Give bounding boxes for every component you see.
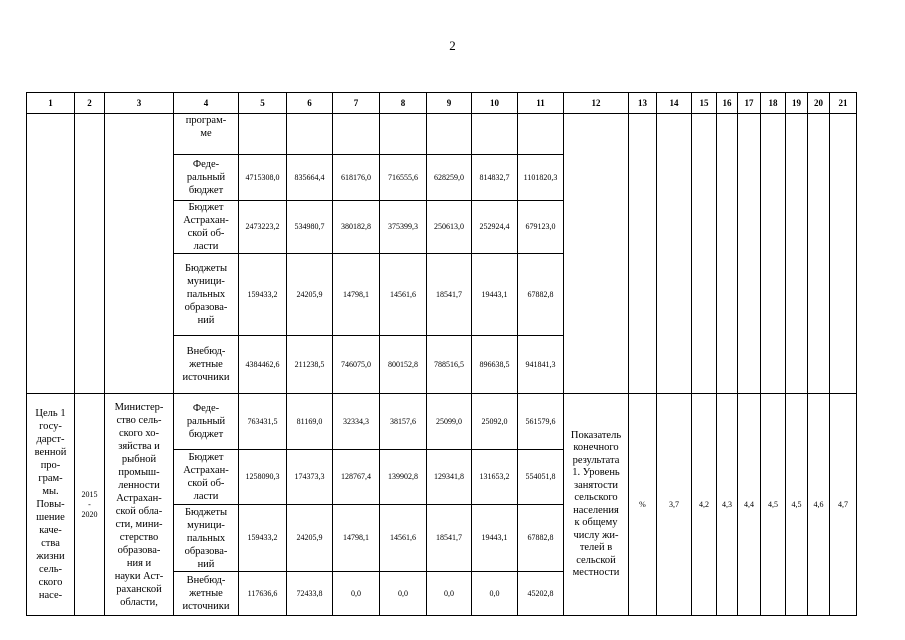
value-cell: 38157,6 bbox=[380, 394, 427, 450]
table-row bbox=[27, 114, 857, 155]
header-cell: 4 bbox=[174, 93, 239, 114]
value-cell: 746075,0 bbox=[333, 336, 380, 394]
value-cell bbox=[333, 114, 380, 155]
header-cell: 9 bbox=[427, 93, 472, 114]
header-cell: 13 bbox=[629, 93, 657, 114]
value-cell: 1258090,3 bbox=[239, 450, 287, 505]
header-cell: 19 bbox=[786, 93, 808, 114]
value-cell: 679123,0 bbox=[518, 201, 564, 254]
value-cell: 18541,7 bbox=[427, 505, 472, 572]
indicator-value-cell bbox=[761, 114, 786, 394]
value-cell bbox=[472, 114, 518, 155]
header-cell: 16 bbox=[717, 93, 738, 114]
header-cell: 14 bbox=[657, 93, 692, 114]
value-cell: 250613,0 bbox=[427, 201, 472, 254]
executor-cell: Министер- ство сель- ского хо- зяйства и рыбной промыш- ленности Астрахан- ской обла- сти, мини- стерство образова- ния и науки Аст- раханской области, bbox=[105, 394, 174, 616]
indicator-value-cell bbox=[692, 114, 717, 394]
value-cell: 24205,9 bbox=[287, 505, 333, 572]
funding-source-cell: Внебюд- жетные источники bbox=[174, 572, 239, 616]
value-cell: 4715308,0 bbox=[239, 155, 287, 201]
value-cell: 67882,8 bbox=[518, 505, 564, 572]
value-cell: 0,0 bbox=[333, 572, 380, 616]
funding-source-cell: Феде- ральный бюджет bbox=[174, 394, 239, 450]
value-cell: 835664,4 bbox=[287, 155, 333, 201]
header-cell: 5 bbox=[239, 93, 287, 114]
indicator-value-cell: 4,5 bbox=[786, 394, 808, 616]
value-cell: 1101820,3 bbox=[518, 155, 564, 201]
page-number: 2 bbox=[449, 38, 456, 53]
period-cell: 2015 - 2020 bbox=[75, 394, 105, 616]
header-cell: 21 bbox=[830, 93, 857, 114]
header-cell: 11 bbox=[518, 93, 564, 114]
value-cell: 788516,5 bbox=[427, 336, 472, 394]
value-cell: 19443,1 bbox=[472, 505, 518, 572]
value-cell bbox=[287, 114, 333, 155]
source-continuation-cell: програм- ме bbox=[174, 114, 239, 155]
indicator-value-cell: 4,6 bbox=[808, 394, 830, 616]
value-cell: 763431,5 bbox=[239, 394, 287, 450]
funding-source-cell: Феде- ральный бюджет bbox=[174, 155, 239, 201]
indicator-value-cell bbox=[738, 114, 761, 394]
value-cell: 25092,0 bbox=[472, 394, 518, 450]
indicator-value-cell bbox=[786, 114, 808, 394]
header-cell: 3 bbox=[105, 93, 174, 114]
funding-source-cell: Внебюд- жетные источники bbox=[174, 336, 239, 394]
value-cell: 131653,2 bbox=[472, 450, 518, 505]
value-cell: 159433,2 bbox=[239, 254, 287, 336]
value-cell: 380182,8 bbox=[333, 201, 380, 254]
value-cell: 554051,8 bbox=[518, 450, 564, 505]
header-cell: 10 bbox=[472, 93, 518, 114]
value-cell: 618176,0 bbox=[333, 155, 380, 201]
indicator-cell bbox=[564, 114, 629, 394]
value-cell: 716555,6 bbox=[380, 155, 427, 201]
header-cell: 6 bbox=[287, 93, 333, 114]
value-cell: 628259,0 bbox=[427, 155, 472, 201]
header-cell: 1 bbox=[27, 93, 75, 114]
unit-cell: % bbox=[629, 394, 657, 616]
value-cell: 14798,1 bbox=[333, 505, 380, 572]
header-cell: 15 bbox=[692, 93, 717, 114]
indicator-value-cell: 3,7 bbox=[657, 394, 692, 616]
indicator-value-cell: 4,7 bbox=[830, 394, 857, 616]
unit-cell bbox=[629, 114, 657, 394]
value-cell: 0,0 bbox=[380, 572, 427, 616]
funding-source-cell: Бюджет Астрахан- ской об- ласти bbox=[174, 201, 239, 254]
value-cell: 814832,7 bbox=[472, 155, 518, 201]
header-cell: 17 bbox=[738, 93, 761, 114]
value-cell: 534980,7 bbox=[287, 201, 333, 254]
header-row bbox=[27, 93, 857, 114]
indicator-value-cell bbox=[808, 114, 830, 394]
value-cell: 139902,8 bbox=[380, 450, 427, 505]
value-cell bbox=[239, 114, 287, 155]
value-cell: 18541,7 bbox=[427, 254, 472, 336]
header-cell: 20 bbox=[808, 93, 830, 114]
value-cell: 0,0 bbox=[427, 572, 472, 616]
funding-source-cell: Бюджет Астрахан- ской об- ласти bbox=[174, 450, 239, 505]
value-cell: 67882,8 bbox=[518, 254, 564, 336]
header-cell: 7 bbox=[333, 93, 380, 114]
value-cell: 81169,0 bbox=[287, 394, 333, 450]
period-cell bbox=[75, 114, 105, 394]
value-cell: 800152,8 bbox=[380, 336, 427, 394]
budget-table bbox=[26, 92, 857, 616]
indicator-value-cell: 4,3 bbox=[717, 394, 738, 616]
value-cell bbox=[518, 114, 564, 155]
table-row bbox=[27, 394, 857, 450]
funding-source-cell: Бюджеты муници- пальных образова- ний bbox=[174, 505, 239, 572]
value-cell: 252924,4 bbox=[472, 201, 518, 254]
value-cell bbox=[427, 114, 472, 155]
executor-cell bbox=[105, 114, 174, 394]
indicator-value-cell: 4,5 bbox=[761, 394, 786, 616]
indicator-value-cell: 4,4 bbox=[738, 394, 761, 616]
header-cell: 2 bbox=[75, 93, 105, 114]
value-cell: 4384462,6 bbox=[239, 336, 287, 394]
value-cell: 32334,3 bbox=[333, 394, 380, 450]
value-cell: 211238,5 bbox=[287, 336, 333, 394]
indicator-value-cell bbox=[717, 114, 738, 394]
value-cell: 14798,1 bbox=[333, 254, 380, 336]
goal-cell: Цель 1 госу- дарст- венной про- грам- мы. Повы- шение каче- ства жизни сель- ского насе- bbox=[27, 394, 75, 616]
indicator-value-cell bbox=[657, 114, 692, 394]
value-cell: 25099,0 bbox=[427, 394, 472, 450]
value-cell: 128767,4 bbox=[333, 450, 380, 505]
value-cell: 174373,3 bbox=[287, 450, 333, 505]
value-cell bbox=[380, 114, 427, 155]
indicator-value-cell bbox=[830, 114, 857, 394]
table-body bbox=[27, 93, 857, 616]
value-cell: 45202,8 bbox=[518, 572, 564, 616]
value-cell: 2473223,2 bbox=[239, 201, 287, 254]
indicator-cell: Показатель конечного результата 1. Уровень занятости сельского населения к общему числу жи- телей в сельской местности bbox=[564, 394, 629, 616]
header-cell: 8 bbox=[380, 93, 427, 114]
value-cell: 117636,6 bbox=[239, 572, 287, 616]
header-cell: 12 bbox=[564, 93, 629, 114]
value-cell: 375399,3 bbox=[380, 201, 427, 254]
value-cell: 0,0 bbox=[472, 572, 518, 616]
indicator-value-cell: 4,2 bbox=[692, 394, 717, 616]
value-cell: 129341,8 bbox=[427, 450, 472, 505]
value-cell: 24205,9 bbox=[287, 254, 333, 336]
value-cell: 896638,5 bbox=[472, 336, 518, 394]
value-cell: 14561,6 bbox=[380, 505, 427, 572]
value-cell: 941841,3 bbox=[518, 336, 564, 394]
funding-source-cell: Бюджеты муници- пальных образова- ний bbox=[174, 254, 239, 336]
value-cell: 159433,2 bbox=[239, 505, 287, 572]
value-cell: 561579,6 bbox=[518, 394, 564, 450]
header-cell: 18 bbox=[761, 93, 786, 114]
goal-cell bbox=[27, 114, 75, 394]
value-cell: 14561,6 bbox=[380, 254, 427, 336]
value-cell: 72433,8 bbox=[287, 572, 333, 616]
value-cell: 19443,1 bbox=[472, 254, 518, 336]
